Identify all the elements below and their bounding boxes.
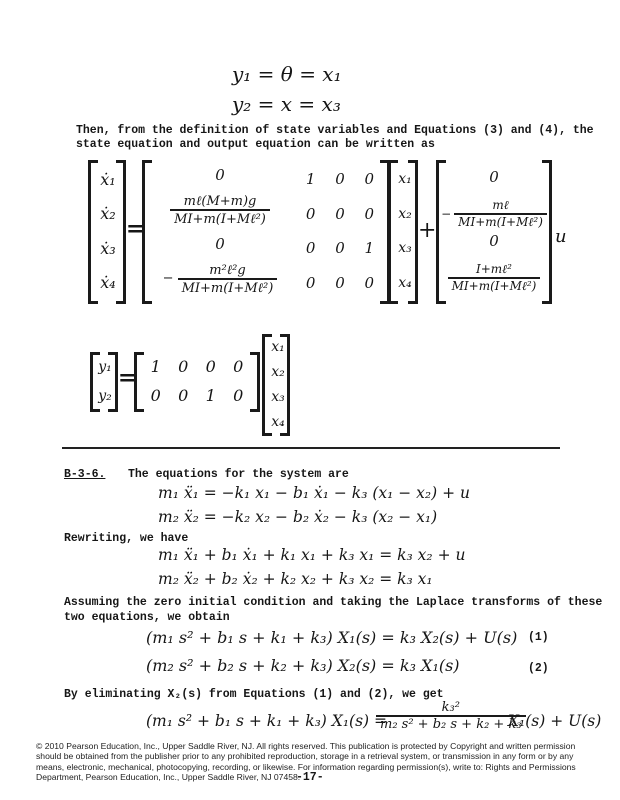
assumption-text-line1: Assuming the zero initial condition and taking the Laplace transforms of these bbox=[64, 596, 603, 609]
a-matrix-cell: 0 bbox=[335, 273, 345, 292]
input-u: u bbox=[555, 226, 567, 247]
fraction-numerator: I+mℓ² bbox=[476, 262, 512, 276]
minus-sign: − bbox=[441, 207, 452, 221]
a-matrix-cell: 0 bbox=[364, 170, 375, 189]
a-matrix-cell: 0 bbox=[364, 273, 375, 292]
lhs-entry: ẋ₄ bbox=[100, 273, 116, 293]
a-matrix-cell: 1 bbox=[364, 239, 375, 258]
a-matrix-cell: 0 bbox=[305, 204, 316, 223]
c-matrix-cell: 0 bbox=[233, 357, 244, 376]
a-matrix-column-1 bbox=[150, 162, 290, 300]
problem-label: B-3-6. bbox=[64, 468, 106, 481]
final-equation-lhs: (m₁ s² + b₁ s + k₁ + k₃) X₁(s) = bbox=[146, 712, 387, 730]
y-vector-bracket-right bbox=[108, 352, 118, 412]
a-matrix-cell: 0 bbox=[335, 239, 345, 258]
fraction-numerator: m²ℓ²g bbox=[209, 262, 246, 278]
fraction-numerator: mℓ bbox=[492, 198, 509, 212]
fraction-denominator: m₂ s² + b₂ s + k₂ + k₃ bbox=[376, 715, 526, 732]
x-entry: x₄ bbox=[398, 274, 412, 291]
x-output-vector-bracket-right bbox=[280, 334, 290, 436]
c-matrix-row bbox=[142, 386, 252, 405]
intro-text-line1: Then, from the definition of state variables and Equations (3) and (4), the bbox=[76, 124, 594, 137]
intro-text-line2: state equation and output equation can be written as bbox=[76, 138, 435, 151]
y-entry: y₁ bbox=[98, 358, 112, 375]
a-matrix-fraction bbox=[178, 262, 278, 296]
b-vector-cell: 0 bbox=[489, 232, 499, 250]
b-vector-fraction bbox=[448, 262, 541, 294]
page-number: -17- bbox=[296, 771, 324, 784]
elimination-text: By eliminating X₂(s) from Equations (1) and (2), we get bbox=[64, 688, 444, 701]
b-input-vector bbox=[440, 162, 548, 300]
c-matrix-cell: 0 bbox=[150, 386, 161, 405]
a-matrix-fraction bbox=[170, 193, 270, 227]
output-equals-sign: = bbox=[118, 365, 137, 391]
c-matrix-bracket-right bbox=[250, 352, 260, 412]
x-entry: x₄ bbox=[271, 413, 285, 430]
a-matrix-cell: 0 bbox=[364, 204, 375, 223]
c-matrix bbox=[142, 352, 252, 410]
a-matrix-cell: 0 bbox=[215, 166, 225, 185]
assumption-text-line2: two equations, we obtain bbox=[64, 611, 230, 624]
c-matrix-cell: 0 bbox=[178, 357, 189, 376]
problem-intro: The equations for the system are bbox=[128, 468, 349, 481]
copyright-notice: © 2010 Pearson Education, Inc., Upper Saddle River, NJ. All rights reserved. This publication is protected by Copyright and written permission should be obtained from the publisher prior to any prohibited reproduction, storage in a retrieval system, or transmission in any form or by any means, electronic, mechanical, photocopying, recording, or likewise. For information regarding permission(s), write to: Rights and Permissions Department, Pearson Education, Inc., Upper Saddle River, NJ 07458. bbox=[36, 741, 576, 783]
c-matrix-cell: 0 bbox=[205, 357, 216, 376]
lhs-entry: ẋ₂ bbox=[100, 204, 116, 224]
rewriting-text: Rewriting, we have bbox=[64, 532, 189, 545]
fraction-numerator: k₃² bbox=[441, 700, 460, 715]
x-vector-bracket-right bbox=[408, 160, 418, 304]
x-entry: x₃ bbox=[271, 388, 285, 405]
output-y1-definition: y₁ = θ = x₁ bbox=[232, 62, 342, 86]
c-matrix-cell: 1 bbox=[205, 386, 216, 405]
c-matrix-cell: 1 bbox=[150, 357, 161, 376]
a-matrix-cell: 0 bbox=[305, 273, 316, 292]
equation-number-1: (1) bbox=[528, 631, 549, 644]
system-equation-1: m₁ ẍ₁ = −k₁ x₁ − b₁ ẋ₁ − k₃ (x₁ − x₂) + u bbox=[158, 484, 471, 502]
fraction-denominator: MI+m(I+Mℓ²) bbox=[454, 213, 547, 230]
final-equation-rhs: X₁(s) + U(s) bbox=[508, 712, 602, 730]
a-matrix-row bbox=[296, 205, 384, 223]
a-matrix-cell: 0 bbox=[215, 235, 225, 254]
c-matrix-cell: 0 bbox=[233, 386, 244, 405]
state-plus-sign: + bbox=[418, 218, 437, 243]
output-y2-definition: y₂ = x = x₃ bbox=[232, 92, 341, 116]
minus-sign: − bbox=[162, 271, 174, 287]
b-vector-bracket-right bbox=[542, 160, 552, 304]
lhs-bracket-right bbox=[116, 160, 126, 304]
a-matrix-columns-2-4 bbox=[296, 162, 384, 300]
fraction-denominator: MI+m(I+Mℓ²) bbox=[178, 278, 278, 296]
b-vector-fraction bbox=[454, 198, 547, 230]
x-entry: x₁ bbox=[398, 171, 412, 188]
a-matrix-cell: 0 bbox=[305, 239, 316, 258]
x-entry: x₂ bbox=[271, 363, 285, 380]
final-equation-fraction bbox=[376, 700, 526, 732]
lhs-entry: ẋ₁ bbox=[100, 169, 116, 189]
rewritten-equation-2: m₂ ẍ₂ + b₂ ẋ₂ + k₂ x₂ + k₃ x₂ = k₃ x₁ bbox=[158, 570, 433, 588]
b-vector-cell: 0 bbox=[489, 168, 499, 186]
c-matrix-cell: 0 bbox=[178, 386, 189, 405]
rewritten-equation-1: m₁ ẍ₁ + b₁ ẋ₁ + k₁ x₁ + k₃ x₁ = k₃ x₂ + u bbox=[158, 546, 466, 564]
a-matrix-row bbox=[296, 274, 384, 292]
a-matrix-row bbox=[296, 170, 384, 188]
equation-number-2: (2) bbox=[528, 662, 549, 675]
fraction-denominator: MI+m(I+Mℓ²) bbox=[448, 277, 541, 294]
system-equation-2: m₂ ẍ₂ = −k₂ x₂ − b₂ ẋ₂ − k₃ (x₂ − x₁) bbox=[158, 508, 438, 526]
laplace-equation-2: (m₂ s² + b₂ s + k₂ + k₃) X₂(s) = k₃ X₁(s) bbox=[146, 656, 460, 675]
state-equals-sign: = bbox=[126, 216, 145, 242]
c-matrix-row bbox=[142, 357, 252, 376]
fraction-numerator: mℓ(M+m)g bbox=[183, 193, 257, 209]
x-entry: x₁ bbox=[271, 338, 285, 355]
a-matrix-cell: 1 bbox=[305, 170, 316, 189]
section-divider bbox=[62, 447, 560, 449]
laplace-equation-1: (m₁ s² + b₁ s + k₁ + k₃) X₁(s) = k₃ X₂(s) + U(s) bbox=[146, 628, 518, 647]
x-entry: x₂ bbox=[398, 205, 412, 222]
y-entry: y₂ bbox=[98, 387, 112, 404]
a-matrix-cell: 0 bbox=[335, 170, 345, 189]
x-entry: x₃ bbox=[398, 240, 412, 257]
fraction-denominator: MI+m(I+Mℓ²) bbox=[170, 209, 270, 227]
a-matrix-cell: 0 bbox=[335, 204, 345, 223]
a-matrix-row bbox=[296, 239, 384, 257]
lhs-entry: ẋ₃ bbox=[100, 238, 116, 258]
